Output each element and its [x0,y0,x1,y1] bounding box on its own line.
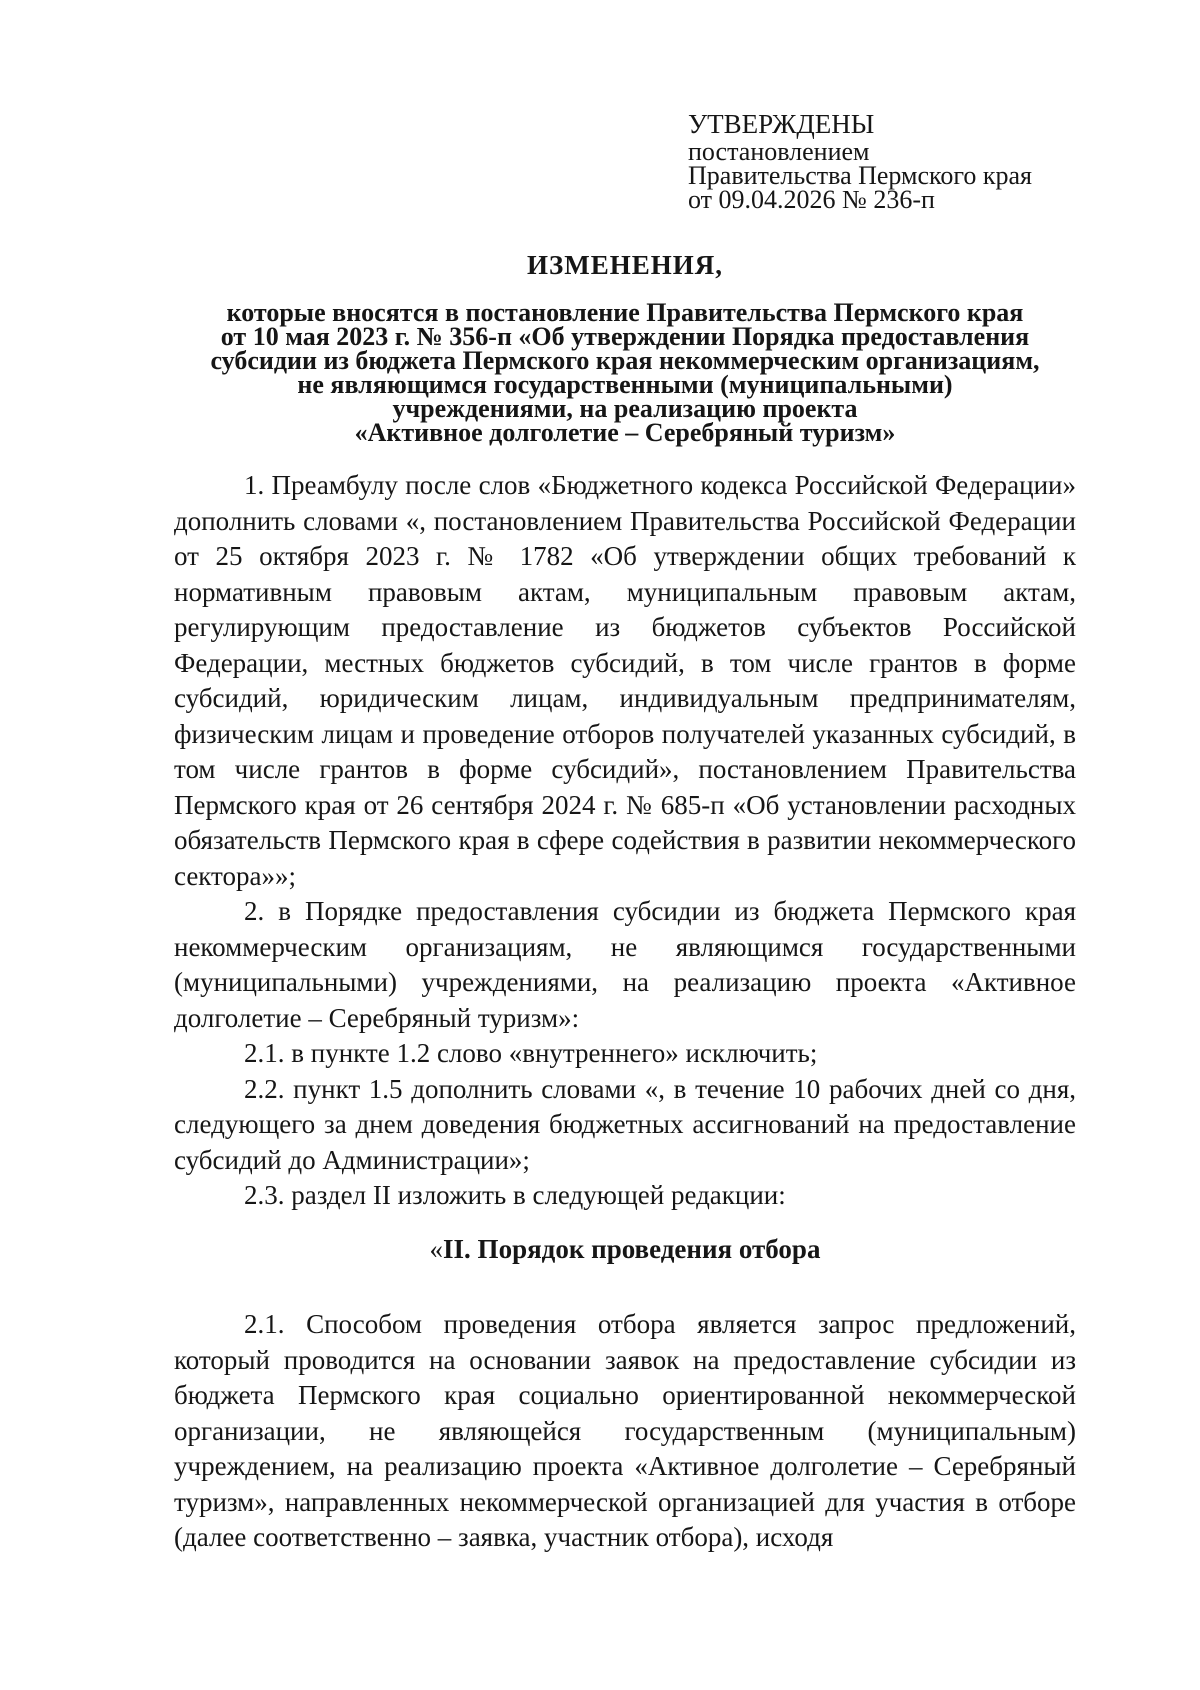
paragraph: 2.1. Способом проведения отбора является запрос предложений, который проводится на основании заявок на предоставление субсидии из бюджета Пермского края социально ориентированной некоммерческой организации, не являющейся государственным (муниципальным) учреждением, на реализацию проекта «Активное долголетие – Серебряный туризм», направленных некоммерческой организацией для участия в отборе (далее соответственно – заявка, участник отбора), исходя [174,1309,1076,1552]
document-title [174,250,1076,445]
paragraph: 2.1. в пункте 1.2 слово «внутреннего» исключить; [244,1038,818,1068]
section-heading [174,1232,1076,1268]
title-line: от 10 мая 2023 г. № 356-п «Об утверждении Порядка предоставления [220,322,1030,351]
section-heading-text: II. Порядок проведения отбора [443,1233,821,1264]
approval-line: Правительства Пермского края [688,161,1032,190]
title-main: ИЗМЕНЕНИЯ, [526,250,723,280]
approval-stamp [688,109,1032,214]
paragraph: 2. в Порядке предоставления субсидии из бюджета Пермского края некоммерческим организациям, не являющимся государственными (муниципальными) учреждениями, на реализацию проекта «Активное долголетие – Серебряный туризм»: [174,896,1076,1033]
paragraph: 2.2. пункт 1.5 дополнить словами «, в течение 10 рабочих дней со дня, следующего за днем доведения бюджетных ассигнований на предоставление субсидий до Администрации»; [174,1073,1076,1175]
title-subtitle [174,298,1076,447]
document-body [174,468,1076,1556]
title-line: «Активное долголетие – Серебряный туризм» [354,418,896,447]
approval-line: от 09.04.2026 № 236-п [688,185,935,214]
paragraph: 2.3. раздел II изложить в следующей редакции: [244,1180,786,1210]
title-line: учреждениями, на реализацию проекта [392,394,858,423]
title-line: не являющимся государственными (муниципальными) [297,370,953,399]
approval-head: УТВЕРЖДЕНЫ [688,109,875,139]
title-line: которые вносятся в постановление Правительства Пермского края [226,298,1024,327]
approval-line: постановлением [688,137,870,166]
section-quote: « [429,1233,444,1264]
paragraph: 1. Преамбулу после слов «Бюджетного кодекса Российской Федерации» дополнить словами «, постановлением Правительства Российской Федерации от 25 октября 2023 г. № 1782 «Об утверждении общих требований к нормативным правовым актам, муниципальным правовым актам, регулирующим предоставление из бюджетов субъектов Российской Федерации, местных бюджетов субсидий, в том числе грантов в форме субсидий, юридическим лицам, индивидуальным предпринимателям, физическим лицам и проведение отборов получателей указанных субсидий, в том числе грантов в форме субсидий», постановлением Правительства Пермского края от 26 сентября 2024 г. № 685-п «Об установлении расходных обязательств Пермского края в сфере содействия в развитии некоммерческого сектора»»; [174,470,1076,891]
title-line: субсидии из бюджета Пермского края некоммерческим организациям, [210,346,1040,375]
